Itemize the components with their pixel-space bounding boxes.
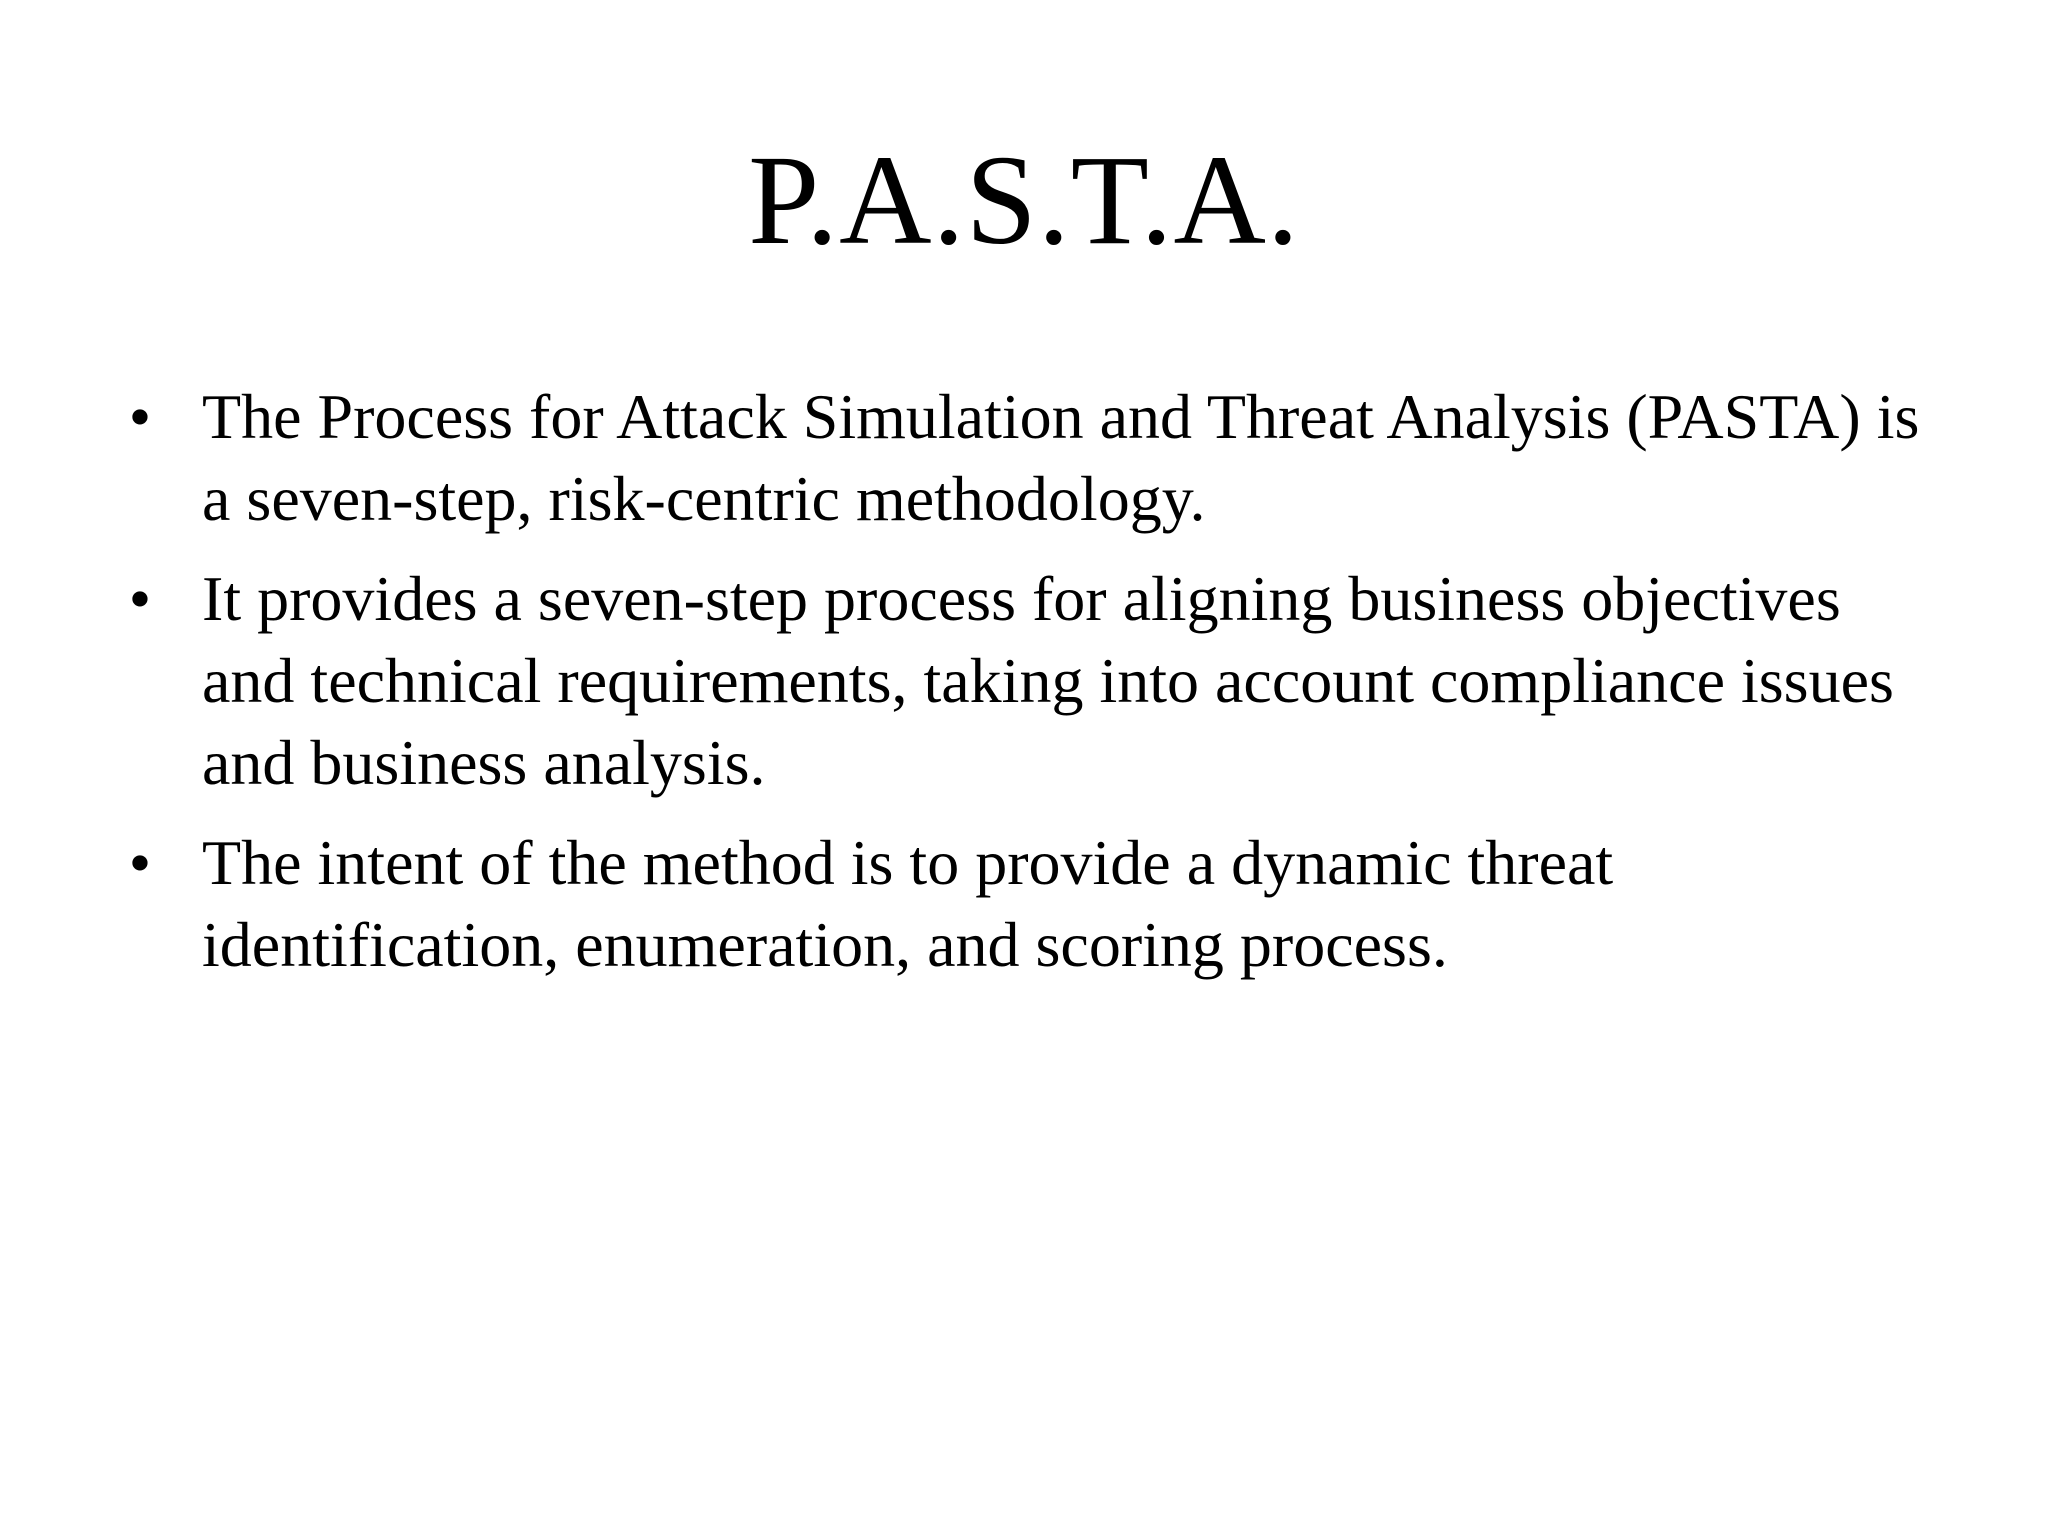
bullet-text: It provides a seven-step process for aligning business objectives and technical requirements, taking into account compliance issues and business analysis.	[202, 563, 1894, 798]
bullet-marker: •	[128, 381, 152, 452]
slide-title: P.A.S.T.A.	[748, 129, 1300, 271]
bullet-text: The intent of the method is to provide a dynamic threat identification, enumeration, and scoring process.	[202, 827, 1614, 980]
bullet-marker: •	[128, 563, 152, 634]
bullet-marker: •	[128, 827, 152, 898]
bullet-item	[120, 558, 1920, 804]
bullet-item	[120, 376, 1920, 540]
bullet-list	[120, 376, 1920, 1004]
bullet-text: The Process for Attack Simulation and Threat Analysis (PASTA) is a seven-step, risk-centric methodology.	[202, 381, 1920, 534]
bullet-item	[120, 822, 1920, 986]
